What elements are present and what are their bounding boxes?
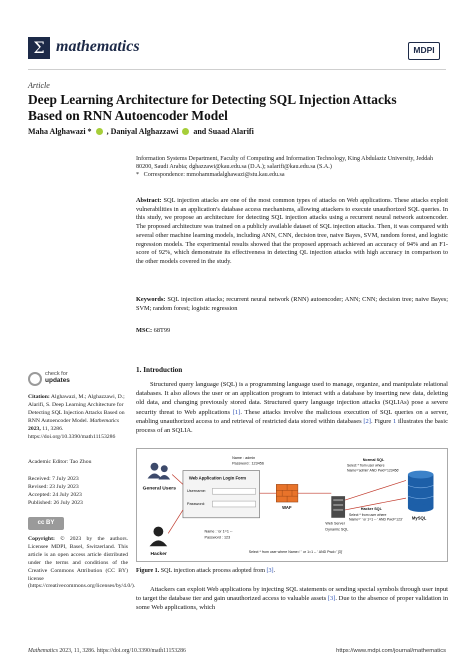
correspondence bbox=[136, 171, 448, 179]
brick-wall-icon bbox=[276, 484, 298, 502]
abstract-label: Abstract: bbox=[136, 197, 162, 204]
citation-doi[interactable]: 11, 3286. https://doi.org/10.3390/math11153286 bbox=[28, 425, 116, 440]
copyright-text: © 2023 by the authors. Licensee MDPI, Basel, Switzerland. This article is an open access article distributed under the terms and conditions of the Creative Commons Attribution (CC BY) license (https://creativecommons.org/licenses/by/4.0/). bbox=[28, 536, 136, 590]
database-icon bbox=[408, 471, 434, 512]
username-field-label: Username: bbox=[186, 488, 206, 494]
cc-license-badge[interactable]: cc BY bbox=[28, 517, 64, 530]
msc bbox=[136, 327, 448, 336]
correspondence-email[interactable]: Correspondence: mmohammadalghawazi@stu.kau.edu.sa bbox=[143, 172, 285, 178]
publisher-logo: MDPI bbox=[408, 42, 440, 60]
user-icon bbox=[148, 463, 171, 480]
hacker-sql-line1: Select * from user where bbox=[348, 512, 387, 517]
publication-dates bbox=[28, 476, 128, 508]
journal-name: mathematics bbox=[56, 38, 140, 55]
password-field bbox=[212, 501, 255, 507]
footer-doi[interactable]: 2023, 11, 3286. https://doi.org/10.3390/math11153286 bbox=[59, 648, 186, 654]
normal-sql-title: Normal SQL bbox=[362, 457, 385, 462]
normal-password: Password : 123456 bbox=[232, 461, 264, 466]
reference-link[interactable]: [3] bbox=[327, 595, 336, 603]
password-field-label: Password: bbox=[186, 501, 206, 506]
orcid-icon[interactable] bbox=[182, 128, 189, 135]
keywords-text: SQL injection attacks; recurrent neural network (RNN) autoencoder; ANN; CNN; decision tree; naive Bayes; SVM; random forest; logistic regression bbox=[136, 296, 448, 312]
check-updates-line1: check for bbox=[45, 371, 68, 377]
figure-caption bbox=[136, 567, 448, 576]
citation-year: 2023, bbox=[28, 425, 41, 432]
server-icon bbox=[331, 496, 345, 518]
citation-journal: Mathematics bbox=[89, 417, 119, 424]
hacker-label: Hacker bbox=[150, 552, 167, 558]
footer-journal-url[interactable]: https://www.mdpi.com/journal/mathematics bbox=[336, 648, 446, 654]
hacker-username: Name : 'or 1=1 -- bbox=[204, 529, 233, 534]
citation-text: Alghawazi, M.; Alghazzawi, D.; Alarifi, S. Deep Learning Architecture for Detecting SQL Injection Attacks Based on RNN Autoencoder Model. bbox=[28, 394, 125, 424]
normal-username: Name : admin bbox=[232, 455, 256, 460]
flow-arrow bbox=[172, 475, 183, 485]
normal-sql-line2: Name='admin' AND Pwd='123456' bbox=[347, 468, 400, 473]
author-separator: and bbox=[193, 127, 207, 136]
paragraph-text: illustrates the basic process of an SQLIA. bbox=[136, 417, 448, 435]
footer-journal: Mathematics bbox=[28, 648, 58, 654]
orcid-icon[interactable] bbox=[96, 128, 103, 135]
figure-caption-text: SQL injection attack process adopted from bbox=[159, 568, 267, 574]
correspondence-mark: * bbox=[136, 172, 140, 178]
date-published: Published: 26 July 2023 bbox=[28, 499, 83, 506]
flow-arrow bbox=[168, 510, 183, 534]
figure-caption-label: Figure 1. bbox=[136, 568, 160, 574]
hacker-password: Password : 123 bbox=[204, 535, 231, 540]
check-updates-line2: updates bbox=[45, 376, 70, 384]
paragraph-text: Attackers can exploit Web applications by injecting SQL statements or sending special symbols through user input to target the database tier and gain unauthorized access to valuable assets bbox=[136, 586, 448, 603]
sqlia-diagram bbox=[137, 449, 447, 561]
affiliation-block bbox=[136, 155, 448, 179]
section-heading: 1. Introduction bbox=[136, 366, 183, 374]
copyright-notice bbox=[28, 536, 136, 591]
web-server-label: Web Server bbox=[325, 521, 345, 526]
abstract-text: SQL injection attacks are one of the most common types of attacks on Web applications. These attacks exploit vulnerabilities in an application's database access mechanisms, allowing attackers to execute unauthorized SQL queries. In this study, we propose an architecture for detecting SQL injection attacks using a recurrent neural network autoencoder. The proposed architecture was trained on a publicly available dataset of SQL injection attacks. Then, it was compared with several other machine learning models, including ANN, CNN, decision tree, naive Bayes, SVM, random forest, and logistic regression models. The experimental results showed that the proposed approach achieved an accuracy of 94% and an F1-score of 92%, which demonstrate its effectiveness in detecting QL injection attacks with high accuracy in comparison to the other models covered in the study. bbox=[136, 197, 449, 265]
intro-paragraph-2 bbox=[136, 585, 448, 613]
citation-block bbox=[28, 394, 128, 441]
paragraph-text: . These attacks involve the malicious execution of SQL queries on a server, enabling unauthorized access to and retrieval of restricted data stored within databases bbox=[136, 408, 449, 425]
check-updates-button[interactable] bbox=[45, 371, 70, 384]
msc-code: 68T99 bbox=[153, 327, 171, 334]
author-separator: , bbox=[106, 127, 109, 136]
intro-paragraph-1 bbox=[136, 380, 448, 435]
hacker-sql-line2: Name=' ' or 1=1 -- ' AND Pwd='123' bbox=[348, 517, 403, 522]
paragraph-text: . Due to the absence of proper validation in some Web applications, which bbox=[136, 595, 448, 612]
normal-sql-line1: Select * from user where bbox=[347, 463, 385, 468]
keywords bbox=[136, 296, 448, 313]
mysql-label: MySQL bbox=[411, 515, 427, 521]
author-1[interactable]: Maha Alghawazi * bbox=[28, 127, 92, 136]
journal-logo: Σ bbox=[28, 37, 50, 59]
article-type: Article bbox=[28, 81, 50, 90]
figure-sqlia-diagram bbox=[136, 448, 448, 562]
author-list bbox=[28, 127, 254, 136]
footer-citation bbox=[28, 648, 186, 654]
header-divider bbox=[28, 69, 446, 70]
reference-link[interactable]: [2] bbox=[363, 417, 371, 425]
affiliation: Information Systems Department, Faculty of Computing and Information Technology, King Abdulaziz University, Jeddah 80200, Saudi Arabia; dghazzawi@kau.edu.sa (D.A.); salarifi@kau.edu.sa (S.A.) bbox=[136, 156, 434, 170]
login-form-title: Web Application Login Form bbox=[188, 475, 247, 481]
flow-arrow bbox=[345, 480, 406, 500]
reference-link[interactable]: [1] bbox=[232, 408, 241, 416]
date-revised: Revised: 23 July 2023 bbox=[28, 483, 79, 490]
copyright-label: Copyright: bbox=[28, 536, 55, 542]
author-2[interactable]: Daniyal Alghazzawi bbox=[110, 127, 179, 136]
hacker-icon bbox=[150, 527, 168, 547]
figure-caption-end: . bbox=[273, 568, 276, 574]
paragraph-text: Structured query language (SQL) is a programming language used to manage, organize, and manipulate relational databases. It also allows the user or an application program to interact with a database by inserting new data, deleting old data, and changing previously stored data. Structured query language injection attacks (SQLIAs) pose a severe security threat to Web applications bbox=[136, 381, 448, 416]
hacker-sql-title: Hacker SQL bbox=[360, 506, 382, 511]
username-field bbox=[212, 488, 255, 494]
date-accepted: Accepted: 24 July 2023 bbox=[28, 491, 82, 498]
paragraph-text: . Figure bbox=[370, 417, 394, 425]
abstract bbox=[136, 197, 448, 267]
author-3[interactable]: Suaad Alarifi bbox=[208, 127, 254, 136]
dynamic-sql-label: Dynamic SQL bbox=[325, 527, 349, 532]
general-users-label: General Users bbox=[142, 486, 176, 492]
keywords-label: Keywords: bbox=[136, 296, 166, 303]
academic-editor: Academic Editor: Tao Zhou bbox=[28, 459, 92, 465]
check-updates-icon[interactable] bbox=[28, 372, 42, 386]
msc-label: MSC: bbox=[136, 327, 153, 334]
figure-link[interactable]: 1 bbox=[393, 417, 397, 425]
waf-label: WAF bbox=[282, 504, 292, 510]
bottom-query: Select * from user where Name=' ' or 1=1 -- ' AND Pwd=' ]3]' bbox=[248, 550, 343, 555]
reference-link[interactable]: [3] bbox=[266, 568, 274, 574]
citation-label: Citation: bbox=[28, 394, 50, 400]
date-received: Received: 7 July 2023 bbox=[28, 476, 79, 482]
article-title: Deep Learning Architecture for Detecting SQL Injection Attacks Based on RNN Autoencoder Model bbox=[28, 92, 397, 123]
